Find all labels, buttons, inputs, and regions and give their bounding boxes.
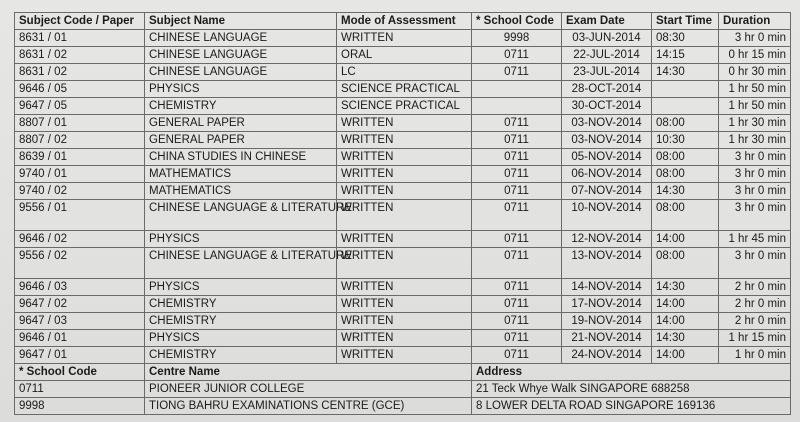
cell-duration: 3 hr 0 min [719,200,791,231]
cell-mode: WRITTEN [337,313,472,330]
centre-code: 9998 [15,398,145,415]
cell-subject-name: PHYSICS [145,81,337,98]
cell-school-code: 0711 [472,296,562,313]
header-subject-code: Subject Code / Paper [15,13,145,30]
cell-exam-date: 14-NOV-2014 [562,279,652,296]
cell-exam-date: 12-NOV-2014 [562,231,652,248]
table-row [15,64,791,81]
centre-address: 21 Teck Whye Walk SINGAPORE 688258 [472,381,791,398]
cell-subject-name: CHINESE LANGUAGE & LITERATURE [145,200,337,231]
cell-start-time: 14:15 [652,47,719,64]
cell-duration: 1 hr 30 min [719,132,791,149]
centre-name: PIONEER JUNIOR COLLEGE [145,381,472,398]
cell-duration: 3 hr 0 min [719,149,791,166]
cell-exam-date: 03-JUN-2014 [562,30,652,47]
table-header-row [15,13,791,30]
cell-mode: ORAL [337,47,472,64]
table-row [15,98,791,115]
cell-start-time: 08:00 [652,149,719,166]
cell-subject-code: 9556 / 02 [15,248,145,279]
cell-subject-code: 8807 / 01 [15,115,145,132]
cell-duration: 3 hr 0 min [719,248,791,279]
cell-start-time: 08:00 [652,200,719,231]
header-school-code: * School Code [472,13,562,30]
cell-exam-date: 17-NOV-2014 [562,296,652,313]
cell-start-time: 14:00 [652,313,719,330]
cell-exam-date: 21-NOV-2014 [562,330,652,347]
table-row [15,132,791,149]
cell-start-time: 08:00 [652,248,719,279]
cell-school-code: 0711 [472,231,562,248]
cell-school-code: 0711 [472,330,562,347]
cell-subject-code: 9646 / 02 [15,231,145,248]
cell-start-time: 08:30 [652,30,719,47]
table-row [15,248,791,279]
table-row [15,115,791,132]
cell-subject-code: 9647 / 03 [15,313,145,330]
cell-school-code: 0711 [472,115,562,132]
cell-subject-name: CHINA STUDIES IN CHINESE [145,149,337,166]
cell-mode: LC [337,64,472,81]
cell-subject-code: 8631 / 02 [15,64,145,81]
cell-subject-name: MATHEMATICS [145,166,337,183]
centre-address: 8 LOWER DELTA ROAD SINGAPORE 169136 [472,398,791,415]
cell-school-code [472,81,562,98]
cell-subject-name: CHEMISTRY [145,347,337,364]
cell-duration: 2 hr 0 min [719,296,791,313]
cell-mode: WRITTEN [337,166,472,183]
cell-exam-date: 28-OCT-2014 [562,81,652,98]
cell-subject-code: 8631 / 01 [15,30,145,47]
cell-mode: WRITTEN [337,279,472,296]
centre-header-address: Address [472,364,791,381]
cell-start-time: 10:30 [652,132,719,149]
cell-duration: 1 hr 50 min [719,98,791,115]
cell-subject-code: 8639 / 01 [15,149,145,166]
centre-row [15,398,791,415]
table-row [15,231,791,248]
cell-start-time: 08:00 [652,115,719,132]
cell-subject-code: 9740 / 02 [15,183,145,200]
cell-subject-code: 9647 / 05 [15,98,145,115]
cell-start-time: 14:00 [652,296,719,313]
header-duration: Duration [719,13,791,30]
header-mode: Mode of Assessment [337,13,472,30]
cell-subject-name: GENERAL PAPER [145,132,337,149]
cell-duration: 0 hr 30 min [719,64,791,81]
cell-duration: 1 hr 0 min [719,347,791,364]
cell-subject-name: CHEMISTRY [145,98,337,115]
cell-school-code: 9998 [472,30,562,47]
cell-mode: WRITTEN [337,330,472,347]
cell-exam-date: 05-NOV-2014 [562,149,652,166]
cell-mode: WRITTEN [337,347,472,364]
cell-duration: 1 hr 15 min [719,330,791,347]
table-row [15,313,791,330]
cell-subject-name: GENERAL PAPER [145,115,337,132]
cell-mode: WRITTEN [337,132,472,149]
cell-start-time: 14:30 [652,64,719,81]
header-exam-date: Exam Date [562,13,652,30]
cell-school-code: 0711 [472,47,562,64]
table-row [15,81,791,98]
cell-subject-code: 9740 / 01 [15,166,145,183]
cell-school-code: 0711 [472,313,562,330]
exam-schedule-table [14,12,791,415]
cell-duration: 2 hr 0 min [719,279,791,296]
cell-start-time: 14:00 [652,347,719,364]
cell-start-time: 14:30 [652,330,719,347]
cell-duration: 3 hr 0 min [719,183,791,200]
cell-duration: 0 hr 15 min [719,47,791,64]
cell-duration: 3 hr 0 min [719,166,791,183]
centre-section [15,364,791,415]
cell-exam-date: 10-NOV-2014 [562,200,652,231]
cell-subject-name: PHYSICS [145,231,337,248]
cell-start-time: 14:30 [652,279,719,296]
cell-subject-code: 9646 / 01 [15,330,145,347]
centre-row [15,381,791,398]
cell-exam-date: 07-NOV-2014 [562,183,652,200]
cell-school-code: 0711 [472,183,562,200]
cell-mode: WRITTEN [337,200,472,231]
cell-subject-code: 9646 / 03 [15,279,145,296]
cell-exam-date: 06-NOV-2014 [562,166,652,183]
cell-subject-name: CHINESE LANGUAGE [145,30,337,47]
cell-start-time [652,81,719,98]
schedule-body [15,30,791,364]
cell-duration: 3 hr 0 min [719,30,791,47]
cell-subject-code: 9647 / 01 [15,347,145,364]
centre-header-name: Centre Name [145,364,472,381]
cell-mode: SCIENCE PRACTICAL [337,81,472,98]
cell-exam-date: 03-NOV-2014 [562,132,652,149]
cell-subject-code: 9647 / 02 [15,296,145,313]
cell-school-code: 0711 [472,200,562,231]
table-row [15,183,791,200]
cell-mode: WRITTEN [337,231,472,248]
cell-school-code: 0711 [472,64,562,81]
header-subject-name: Subject Name [145,13,337,30]
cell-subject-name: PHYSICS [145,279,337,296]
cell-school-code: 0711 [472,248,562,279]
table-row [15,149,791,166]
centre-code: 0711 [15,381,145,398]
cell-subject-name: CHEMISTRY [145,296,337,313]
cell-subject-name: MATHEMATICS [145,183,337,200]
centre-header-row [15,364,791,381]
table-row [15,166,791,183]
cell-exam-date: 19-NOV-2014 [562,313,652,330]
cell-school-code: 0711 [472,132,562,149]
cell-start-time: 14:00 [652,231,719,248]
cell-mode: WRITTEN [337,183,472,200]
cell-mode: WRITTEN [337,149,472,166]
cell-exam-date: 03-NOV-2014 [562,115,652,132]
cell-duration: 1 hr 30 min [719,115,791,132]
cell-school-code: 0711 [472,166,562,183]
cell-subject-name: CHINESE LANGUAGE [145,47,337,64]
table-row [15,279,791,296]
table-row [15,347,791,364]
cell-subject-code: 9556 / 01 [15,200,145,231]
cell-mode: WRITTEN [337,248,472,279]
cell-start-time: 08:00 [652,166,719,183]
cell-start-time: 14:30 [652,183,719,200]
table-row [15,200,791,231]
cell-exam-date: 13-NOV-2014 [562,248,652,279]
cell-duration: 2 hr 0 min [719,313,791,330]
table-row [15,30,791,47]
cell-mode: WRITTEN [337,115,472,132]
cell-mode: WRITTEN [337,296,472,313]
cell-school-code: 0711 [472,149,562,166]
cell-subject-code: 8631 / 02 [15,47,145,64]
cell-school-code: 0711 [472,347,562,364]
table-row [15,330,791,347]
cell-subject-name: PHYSICS [145,330,337,347]
cell-mode: SCIENCE PRACTICAL [337,98,472,115]
cell-subject-name: CHINESE LANGUAGE [145,64,337,81]
cell-subject-code: 9646 / 05 [15,81,145,98]
table-row [15,47,791,64]
cell-exam-date: 22-JUL-2014 [562,47,652,64]
cell-duration: 1 hr 45 min [719,231,791,248]
cell-subject-name: CHINESE LANGUAGE & LITERATURE [145,248,337,279]
cell-school-code [472,98,562,115]
cell-exam-date: 30-OCT-2014 [562,98,652,115]
table-row [15,296,791,313]
cell-subject-name: CHEMISTRY [145,313,337,330]
cell-mode: WRITTEN [337,30,472,47]
centre-header-code: * School Code [15,364,145,381]
cell-school-code: 0711 [472,279,562,296]
cell-duration: 1 hr 50 min [719,81,791,98]
header-start-time: Start Time [652,13,719,30]
cell-subject-code: 8807 / 02 [15,132,145,149]
centre-name: TIONG BAHRU EXAMINATIONS CENTRE (GCE) [145,398,472,415]
cell-exam-date: 23-JUL-2014 [562,64,652,81]
cell-start-time [652,98,719,115]
cell-exam-date: 24-NOV-2014 [562,347,652,364]
